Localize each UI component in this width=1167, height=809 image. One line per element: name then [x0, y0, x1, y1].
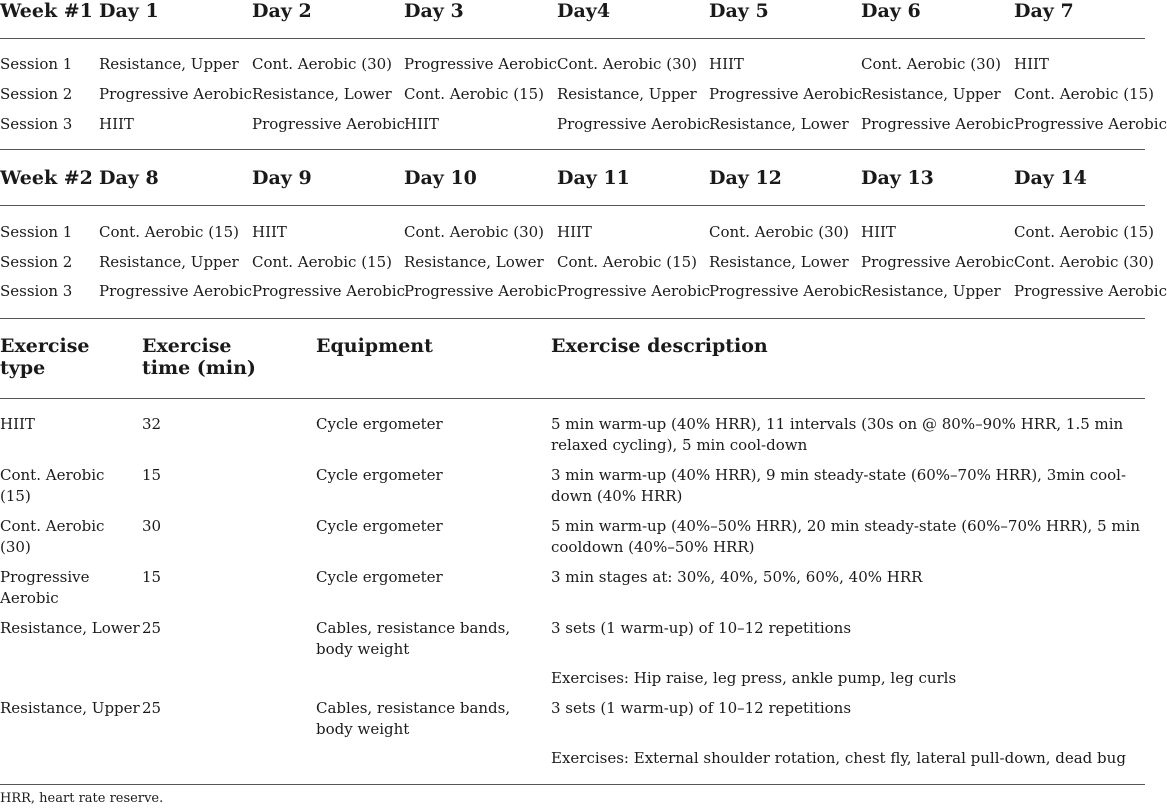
session-cell: Cont. Aerobic (15): [1014, 223, 1155, 241]
session-cell: Cont. Aerobic (30): [404, 223, 545, 241]
day-header: Day 9: [252, 167, 312, 189]
description-extra-cell: Exercises: Hip raise, leg press, ankle pump, leg curls: [551, 669, 957, 687]
day-header: Day 13: [861, 167, 934, 189]
session-cell: HIIT: [99, 115, 134, 133]
exercise-time-cell: 32: [142, 415, 162, 433]
rule-week1-header: [0, 38, 1145, 39]
session-cell: Progressive Aerobic: [404, 282, 557, 300]
session-cell: HIIT: [1014, 55, 1049, 73]
session-cell: Resistance, Upper: [861, 282, 1001, 300]
day-header: Day 5: [709, 0, 769, 22]
session-cell: HIIT: [252, 223, 287, 241]
description-extra-cell: Exercises: External shoulder rotation, chest fly, lateral pull-down, dead bug: [551, 749, 1126, 767]
equipment-cell: Cycle ergometer: [316, 466, 443, 484]
exercise-time-cell: 15: [142, 466, 162, 484]
session-cell: Progressive Aerobic: [99, 282, 252, 300]
rule-table-end: [0, 784, 1145, 785]
exercise-type-cell: Progressive Aerobic: [0, 568, 90, 607]
exercise-time-cell: 25: [142, 619, 162, 637]
exercise-time-cell: 25: [142, 699, 162, 717]
session-cell: Cont. Aerobic (30): [1014, 253, 1155, 271]
exercise-time-cell: 30: [142, 517, 162, 535]
session-cell: Resistance, Upper: [99, 253, 239, 271]
session-label: Session 3: [0, 282, 73, 300]
day-header: Day 3: [404, 0, 464, 22]
description-cell: 3 sets (1 warm-up) of 10–12 repetitions: [551, 699, 852, 717]
session-cell: Progressive Aerobic: [557, 115, 710, 133]
session-cell: Cont. Aerobic (15): [404, 85, 545, 103]
day-header: Day 7: [1014, 0, 1074, 22]
session-cell: Progressive Aerobic: [709, 282, 862, 300]
exercise-type-cell: Resistance, Lower: [0, 619, 140, 637]
session-cell: Cont. Aerobic (30): [709, 223, 850, 241]
exercise-type-cell: Cont. Aerobic (30): [0, 517, 105, 556]
session-cell: Progressive Aerobic: [709, 85, 862, 103]
exercise-time-header: Exercise time (min): [142, 335, 256, 379]
exercise-type-cell: HIIT: [0, 415, 35, 433]
session-cell: Cont. Aerobic (15): [252, 253, 393, 271]
session-cell: Cont. Aerobic (15): [557, 253, 698, 271]
session-cell: Resistance, Upper: [99, 55, 239, 73]
day-header: Day 8: [99, 167, 159, 189]
day-header: Day 6: [861, 0, 921, 22]
week-label: Week #2: [0, 167, 93, 189]
description-cell: 5 min warm-up (40% HRR), 11 intervals (30s on @ 80%–90% HRR, 1.5 min relaxed cycling), 5 min cool-down: [551, 415, 1124, 454]
session-cell: Progressive Aerobic: [404, 55, 557, 73]
equipment-cell: Cables, resistance bands, body weight: [316, 619, 511, 658]
session-cell: Progressive Aerobic: [557, 282, 710, 300]
day-header: Day 11: [557, 167, 630, 189]
rule-week2-header: [0, 205, 1145, 206]
rule-week2-end: [0, 318, 1145, 319]
day-header: Day 12: [709, 167, 782, 189]
equipment-cell: Cycle ergometer: [316, 415, 443, 433]
session-cell: HIIT: [404, 115, 439, 133]
equipment-cell: Cycle ergometer: [316, 517, 443, 535]
rule-week1-end: [0, 149, 1145, 150]
session-cell: Resistance, Upper: [861, 85, 1001, 103]
session-cell: HIIT: [557, 223, 592, 241]
session-cell: Cont. Aerobic (30): [557, 55, 698, 73]
rule-exercise-header: [0, 398, 1145, 399]
session-cell: Resistance, Lower: [252, 85, 392, 103]
session-label: Session 1: [0, 55, 73, 73]
session-cell: Progressive Aerobic: [252, 282, 405, 300]
session-cell: Cont. Aerobic (15): [99, 223, 240, 241]
session-cell: HIIT: [861, 223, 896, 241]
session-cell: Cont. Aerobic (30): [252, 55, 393, 73]
description-cell: 5 min warm-up (40%–50% HRR), 20 min steady-state (60%–70% HRR), 5 min cooldown (40%–50% HRR): [551, 517, 1141, 556]
session-cell: Resistance, Lower: [709, 253, 849, 271]
session-label: Session 3: [0, 115, 73, 133]
equipment-cell: Cycle ergometer: [316, 568, 443, 586]
session-label: Session 2: [0, 85, 73, 103]
day-header: Day 2: [252, 0, 312, 22]
session-cell: Progressive Aerobic: [1014, 282, 1167, 300]
session-cell: Progressive Aerobic: [861, 115, 1014, 133]
session-cell: Progressive Aerobic: [861, 253, 1014, 271]
description-cell: 3 min stages at: 30%, 40%, 50%, 60%, 40% HRR: [551, 568, 923, 586]
session-cell: Progressive Aerobic: [99, 85, 252, 103]
session-cell: Cont. Aerobic (15): [1014, 85, 1155, 103]
day-header: Day 1: [99, 0, 159, 22]
session-cell: Resistance, Upper: [557, 85, 697, 103]
exercise-type-cell: Resistance, Upper: [0, 699, 140, 717]
session-label: Session 1: [0, 223, 73, 241]
day-header: Day4: [557, 0, 611, 22]
day-header: Day 14: [1014, 167, 1087, 189]
session-cell: HIIT: [709, 55, 744, 73]
equipment-cell: Cables, resistance bands, body weight: [316, 699, 511, 738]
session-label: Session 2: [0, 253, 73, 271]
day-header: Day 10: [404, 167, 477, 189]
session-cell: Cont. Aerobic (30): [861, 55, 1002, 73]
equipment-header: Equipment: [316, 335, 433, 357]
session-cell: Resistance, Lower: [709, 115, 849, 133]
exercise-description-header: Exercise description: [551, 335, 768, 357]
table-footnote: HRR, heart rate reserve.: [0, 791, 164, 806]
exercise-type-cell: Cont. Aerobic (15): [0, 466, 105, 505]
session-cell: Resistance, Lower: [404, 253, 544, 271]
week-label: Week #1: [0, 0, 93, 22]
exercise-time-cell: 15: [142, 568, 162, 586]
session-cell: Progressive Aerobic: [252, 115, 405, 133]
session-cell: Progressive Aerobic: [1014, 115, 1167, 133]
description-cell: 3 min warm-up (40% HRR), 9 min steady-state (60%–70% HRR), 3min cool-down (40% HRR): [551, 466, 1127, 505]
description-cell: 3 sets (1 warm-up) of 10–12 repetitions: [551, 619, 852, 637]
exercise-type-header: Exercise type: [0, 335, 90, 379]
